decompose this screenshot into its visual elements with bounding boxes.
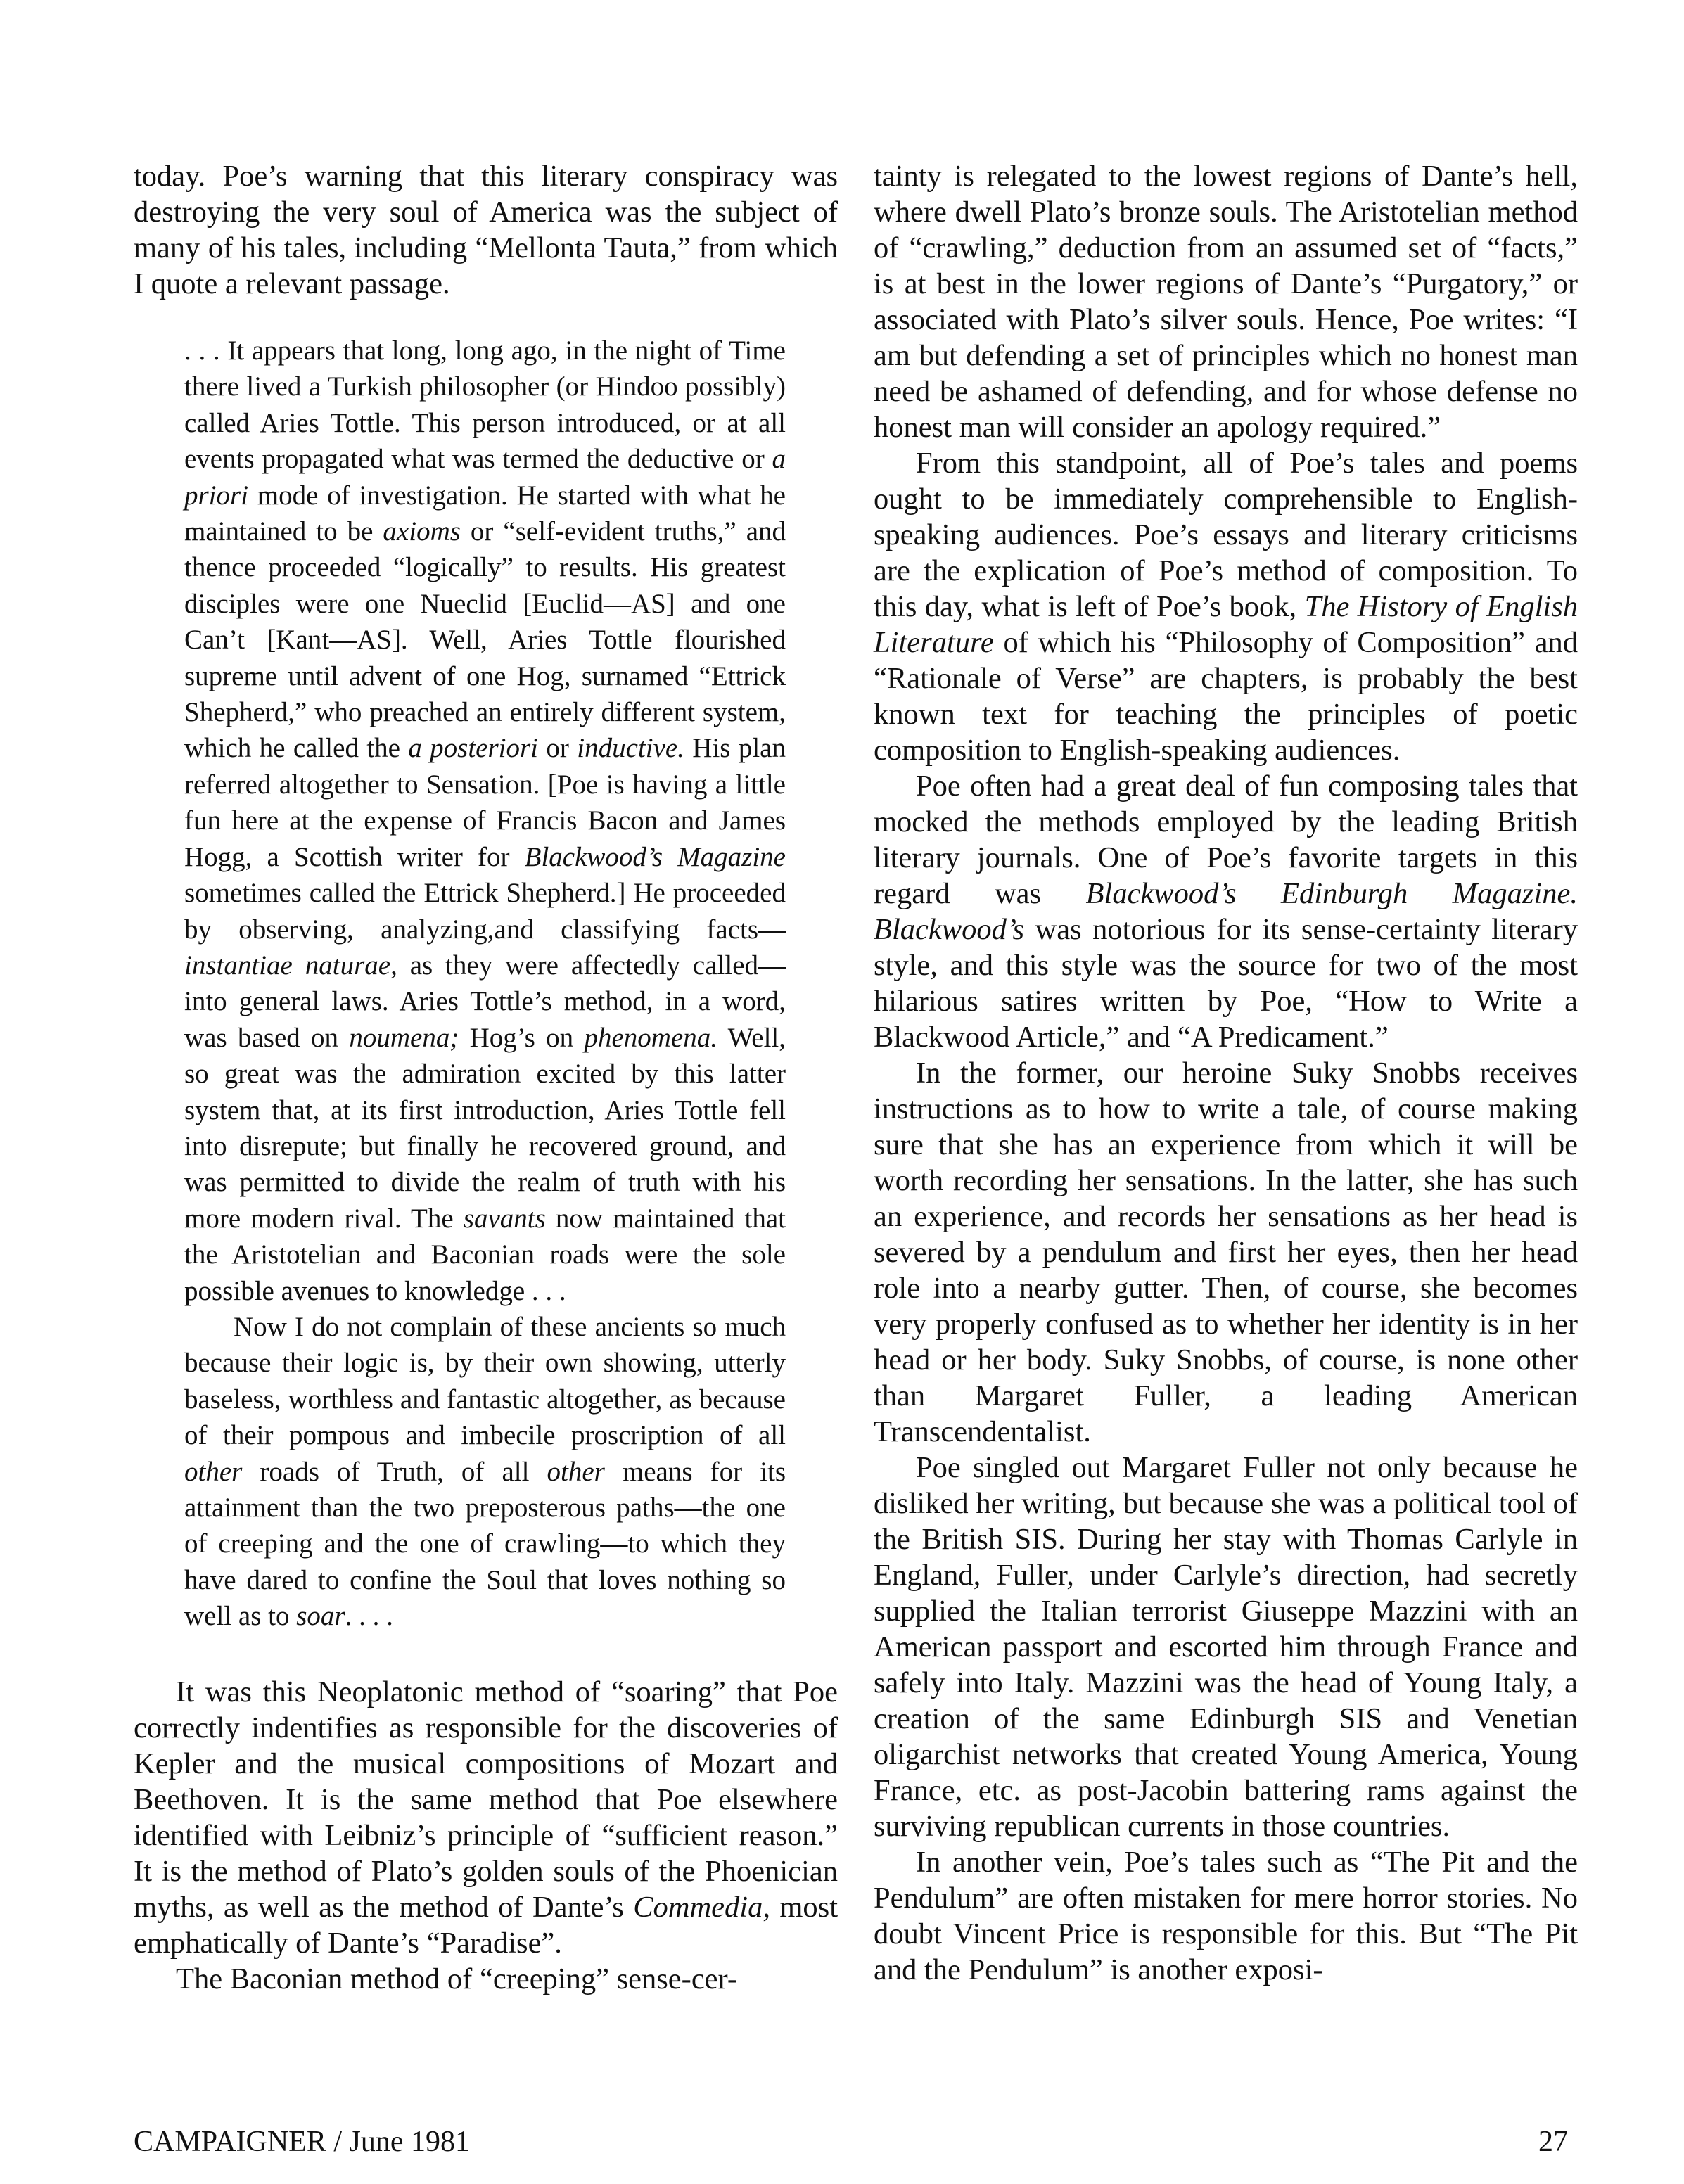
italic-phrase: instantiae naturae	[184, 950, 391, 981]
italic-phrase: soar	[296, 1601, 345, 1632]
italic-phrase: Commedia,	[633, 1890, 770, 1924]
italic-phrase: Blackwood’s	[874, 913, 1025, 946]
footer-publication: CAMPAIGNER / June 1981	[134, 2126, 470, 2158]
quote-paragraph-2: Now I do not complain of these ancients so much because their logic is, by their own showing, utterly baseless, worthless and fantastic altogether, as because of their pompous and imbecile proscription of all other roads of Truth, of all other means for its attainment than the two preposterous paths—the one of creeping and the one of crawling—to which they have dared to confine the Soul that loves nothing so well as to soar. . . .	[184, 1311, 786, 1632]
italic-phrase: a posteriori	[408, 733, 539, 764]
italic-phrase: Blackwood’s Edinburgh Magazine.	[1085, 877, 1578, 910]
block-quote	[184, 333, 786, 1635]
right-paragraph-3: Poe often had a great deal of fun composing tales that mocked the methods employed by the leading British literary journals. One of Poe’s favorite targets in this regard was Blackwood’s Edinburgh Magazine. Blackwood’s was notorious for its sense-certainty literary style, and this style was the source for two of the most hilarious satires written by Poe, “How to Write a Blackwood Article,” and “A Predicament.”	[874, 769, 1578, 1054]
left-paragraph-2: It was this Neoplatonic method of “soaring” that Poe correctly indentifies as responsible for the discoveries of Kepler and the musical compositions of Mozart and Beethoven. It is the same method that Poe elsewhere identified with Leibniz’s principle of “sufficient reason.” It is the method of Plato’s golden souls of the Phoenician myths, as well as the method of Dante’s Commedia, most emphatically of Dante’s “Paradise”.	[134, 1675, 838, 1960]
italic-phrase: noumena;	[349, 1022, 459, 1053]
right-column	[874, 158, 1578, 1988]
right-paragraph-4: In the former, our heroine Suky Snobbs receives instructions as to how to write a tale, of course making sure that she has an experience from which it will be worth recording her sensations. In the latter, she has such an experience, and records her sensations as her head is severed by a pendulum and first her eyes, then her head role into a nearby gutter. Then, of course, she becomes very properly confused as to whether her identity is in her head or her body. Suky Snobbs, of course, is none other than Margaret Fuller, a leading American Transcendentalist.	[874, 1056, 1578, 1448]
right-paragraph-5: Poe singled out Margaret Fuller not only because he disliked her writing, but because she was a political tool of the British SIS. During her stay with Thomas Carlyle in England, Fuller, under Carlyle’s direction, had secretly supplied the Italian terrorist Giuseppe Mazzini with an American passport and escorted him through France and safely into Italy. Mazzini was the head of Young Italy, a creation of the same Edinburgh SIS and Venetian oligarchist networks that created Young America, Young France, etc. as post-Jacobin battering rams against the surviving republican currents in those countries.	[874, 1451, 1578, 1843]
left-paragraph-3: The Baconian method of “creeping” sense-cer-	[176, 1962, 737, 1995]
left-paragraph-1: today. Poe’s warning that this literary conspiracy was destroying the very soul of America was the subject of many of his tales, including “Mellonta Tauta,” from which I quote a relevant passage.	[134, 160, 838, 300]
italic-phrase: other	[547, 1456, 605, 1487]
italic-phrase: savants	[463, 1203, 546, 1234]
page-number: 27	[1538, 2126, 1568, 2158]
italic-phrase: other	[184, 1456, 243, 1487]
quote-paragraph-1: . . . It appears that long, long ago, in the night of Time there lived a Turkish philosopher (or Hindoo possibly) called Aries Tottle. This person introduced, or at all events propagated what was termed the deductive or a priori mode of investigation. He started with what he maintained to be axioms or “self-evident truths,” and thence proceeded “logically” to results. His greatest disciples were one Nueclid [Euclid—AS] and one Can’t [Kant—AS]. Well, Aries Tottle flourished supreme until advent of one Hog, surnamed “Ettrick Shepherd,” who preached an entirely different system, which he called the a posteriori or inductive. His plan referred altogether to Sensation. [Poe is having a little fun here at the expense of Francis Bacon and James Hogg, a Scottish writer for Blackwood’s Magazine sometimes called the Ettrick Shepherd.] He proceeded by observing, analyzing,and classifying facts—instantiae naturae, as they were affectedly called—into general laws. Aries Tottle’s method, in a word, was based on noumena; Hog’s on phenomena. Well, so great was the admiration excited by this latter system that, at its first introduction, Aries Tottle fell into disrepute; but finally he recovered ground, and was permitted to divide the realm of truth with his more modern rival. The savants now maintained that the Aristotelian and Baconian roads were the sole possible avenues to knowledge . . .	[184, 336, 786, 1306]
left-column	[134, 158, 838, 1997]
right-paragraph-6: In another vein, Poe’s tales such as “The Pit and the Pendulum” are often mistaken for mere horror stories. No doubt Vincent Price is responsible for this. But “The Pit and the Pendulum” is another exposi-	[874, 1846, 1578, 1986]
italic-phrase: The History of English Literature	[874, 590, 1578, 659]
italic-phrase: phenomena.	[584, 1022, 717, 1053]
right-paragraph-2: From this standpoint, all of Poe’s tales and poems ought to be immediately comprehensible to English-speaking audiences. Poe’s essays and literary criticisms are the explication of Poe’s method of composition. To this day, what is left of Poe’s book, The History of English Literature of which his “Philosophy of Composition” and “Rationale of Verse” are chapters, is probably the best known text for teaching the principles of poetic composition to English-speaking audiences.	[874, 447, 1578, 767]
italic-phrase: Blackwood’s Magazine	[524, 841, 786, 872]
italic-phrase: axioms	[383, 516, 461, 547]
italic-phrase: a priori	[184, 444, 786, 511]
right-paragraph-1: tainty is relegated to the lowest regions of Dante’s hell, where dwell Plato’s bronze souls. The Aristotelian method of “crawling,” deduction from an assumed set of “facts,” is at best in the lower regions of Dante’s “Purgatory,” or associated with Plato’s silver souls. Hence, Poe writes: “I am but defending a set of principles which no honest man need be ashamed of defending, and for whose defense no honest man will consider an apology required.”	[874, 160, 1578, 444]
italic-phrase: inductive.	[577, 733, 684, 764]
